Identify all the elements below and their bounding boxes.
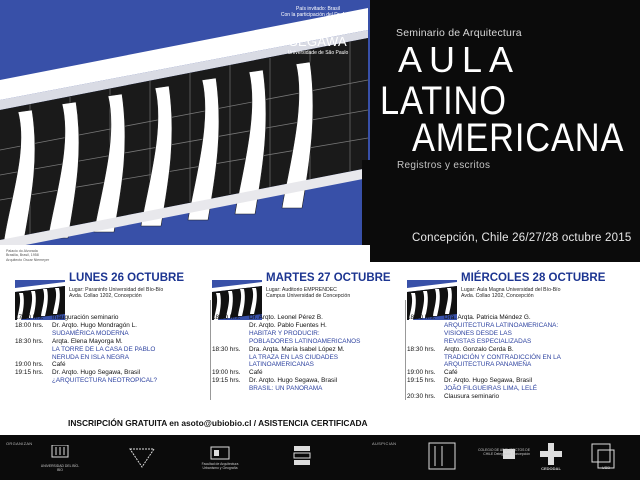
guest-name: HUGO SEGAWA [289, 19, 347, 49]
schedule-time [15, 377, 52, 385]
schedule-event: Dr. Arqto. Leonel Pérez B. [249, 314, 323, 321]
ubb-shield-logo [48, 445, 72, 463]
schedule-row [15, 314, 157, 322]
day-title: MIÉRCOLES 28 OCTUBRE [461, 272, 606, 284]
title-aula: AULA [398, 39, 521, 80]
schedule-row [407, 322, 561, 330]
talk-title: TRADICIÓN Y CONTRADICCIÓN EN LA [444, 353, 561, 361]
schedule-time [212, 354, 249, 362]
schedule-time [407, 354, 444, 362]
schedule-event: Dra. Arqta. María Isabel López M. [249, 345, 345, 353]
talk-title: JOÃO FILGUEIRAS LIMA, LELÉ [444, 385, 538, 393]
schedule-time [407, 385, 444, 393]
schedule-event: Clausura seminario [444, 393, 500, 401]
schedule-time: 17:30 hrs. [15, 314, 44, 321]
guest-affiliation: Universidade de São Paulo [287, 50, 349, 56]
ubb-logo-text: UNIVERSIDAD DEL BÍO-BÍO [40, 464, 80, 472]
title-americana: AMERICANA [412, 116, 625, 160]
place-line: Lugar: Auditorio EMPRENDEC [266, 287, 337, 293]
title-latino: LATINO [380, 79, 507, 123]
schedule-row [407, 330, 561, 338]
talk-title: ARQUITECTURA PANAMEÑA [444, 361, 532, 369]
schedule-time [15, 330, 52, 338]
schedule-row [15, 338, 157, 346]
schedule-row [15, 369, 157, 377]
schedule-event: Dra. Arqta. Patricia Méndez G. [444, 314, 531, 321]
schedule-row [407, 369, 561, 377]
schedule-event: Arqta. Elena Mayorga M. [52, 337, 123, 345]
schedule-row [212, 314, 360, 322]
schedule-time: 20:30 hrs. [407, 393, 436, 401]
talk-title: NERUDA EN ISLA NEGRA [52, 353, 130, 361]
schedule-time: 19:00 hrs. [15, 361, 44, 369]
schedule-event: Inauguración seminario [52, 314, 119, 321]
schedule-row [212, 377, 360, 385]
schedule-time: 18:30 hrs. [212, 345, 241, 353]
schedule-list [212, 314, 360, 393]
schedule-row [15, 346, 157, 354]
place-line: Avda. Collao 1202, Concepción [69, 293, 142, 300]
faculty-logo [210, 446, 230, 460]
schedule-time [407, 338, 444, 346]
schedule-time: 18:00 hrs. [407, 314, 436, 321]
day-title: MARTES 27 OCTUBRE [266, 272, 391, 284]
place-line: Avda. Collao 1202, Concepción [461, 293, 534, 300]
squares-logo [292, 444, 312, 466]
schedule-time: 19:15 hrs. [212, 377, 241, 385]
schedule-row [407, 385, 561, 393]
schedule-event: Dr. Arqto. Hugo Mondragón L. [52, 321, 137, 329]
schedule-time [212, 322, 249, 330]
schedule-event: Café [52, 361, 66, 369]
schedule-row [407, 393, 561, 401]
schedule-row [212, 346, 360, 354]
schedule-row [15, 330, 157, 338]
schedule-time: 18:00 hrs. [212, 314, 241, 321]
day-title: LUNES 26 OCTUBRE [69, 272, 185, 284]
schedule-row [407, 346, 561, 354]
schedule-time [407, 361, 444, 369]
schedule-time: 19:00 hrs. [212, 369, 241, 377]
schedule-row [212, 338, 360, 346]
schedule-time: 18:00 hrs. [15, 321, 44, 329]
seal-logo [428, 442, 456, 470]
faculty-logo-text: Facultad de Arquitectura Urbanismo y Geografía [201, 462, 239, 470]
talk-title: HABITAR Y PRODUCIR: [249, 329, 320, 337]
sponsors-label: AUSPICIAN [372, 441, 397, 446]
schedule-row [407, 361, 561, 369]
schedule-row [212, 385, 360, 393]
place-line: Lugar: Aula Magna Universidad del Bío-Bío [461, 287, 561, 293]
cedodal-text: CEDODAL [541, 466, 561, 471]
day-place [266, 287, 350, 300]
talk-title: LA TRAZA EN LAS CIUDADES [249, 353, 339, 361]
triangle-logo [128, 447, 156, 469]
schedule-list [15, 314, 157, 385]
guest-participation: Con la participación del Dr. Arqto. [280, 12, 356, 18]
talk-title: BRASIL: UN PANORAMA [249, 385, 323, 393]
guest-country: País invitado: Brasil [296, 6, 340, 12]
schedule-time [15, 346, 52, 354]
talk-title: ¿ARQUITECTURA NEOTROPICAL? [52, 377, 158, 385]
schedule-event: Arqto. Gonzalo Cerda B. [444, 345, 514, 353]
schedule-time [212, 385, 249, 393]
schedule-row [15, 377, 157, 385]
organizers-label: ORGANIZAN [6, 441, 33, 446]
column-divider [405, 300, 406, 400]
schedule-event: Dr. Arqto. Hugo Segawa, Brasil [444, 377, 533, 385]
schedule-row [212, 354, 360, 362]
caption-line: Palacio do Alvorada [6, 249, 38, 253]
schedule-row [212, 330, 360, 338]
talk-title: LA TORRE DE LA CASA DE PABLO [52, 345, 156, 353]
caption-line: Arquitecto Oscar Niemeyer [6, 257, 50, 262]
place-date: Concepción, Chile 26/27/28 octubre 2015 [412, 232, 632, 244]
day-place [461, 287, 561, 300]
schedule-row [15, 322, 157, 330]
registration-info: INSCRIPCIÓN GRATUITA en asoto@ubiobio.cl / ASISTENCIA CERTIFICADA [68, 418, 368, 428]
schedule-row [15, 361, 157, 369]
schedule-event: Café [249, 369, 263, 377]
day-place [69, 287, 163, 300]
place-line: Campus Universidad de Concepción [266, 293, 351, 300]
schedule-list [407, 314, 561, 401]
schedule-time: 19:00 hrs. [407, 369, 436, 377]
schedule-time: 19:15 hrs. [15, 369, 44, 377]
cedodal-cross-logo [540, 443, 562, 465]
ubb-text: UBB [601, 465, 611, 470]
talk-title: SUDAMÉRICA MODERNA [52, 329, 129, 337]
schedule-row [407, 377, 561, 385]
talk-title: POBLADORES LATINOAMERICANOS [249, 337, 361, 345]
schedule-time [407, 322, 444, 330]
schedule-row [212, 361, 360, 369]
talk-title: LATINOAMERICANAS [249, 361, 314, 369]
schedule-event: Café [444, 369, 458, 377]
schedule-row [407, 338, 561, 346]
schedule-time [212, 338, 249, 346]
seminar-label: Seminario de Arquitectura [396, 27, 522, 39]
talk-title: VISIONES DESDE LAS [444, 329, 512, 337]
schedule-event: Dr. Arqto. Hugo Segawa, Brasil [249, 377, 338, 385]
schedule-row [212, 322, 360, 330]
guest-info [268, 6, 368, 56]
schedule-time: 18:30 hrs. [407, 345, 436, 353]
schedule-event: Dr. Arqto. Pablo Fuentes H. [249, 321, 327, 329]
subtitle: Registros y escritos [397, 160, 491, 171]
schedule-time: 19:15 hrs. [407, 377, 436, 385]
colegio-logo-text: COLEGIO DE ARQUITECTOS DE CHILE Delegación Concepción [478, 448, 530, 456]
schedule-row [407, 314, 561, 322]
schedule-time [212, 330, 249, 338]
schedule-row [15, 354, 157, 362]
schedule-time [15, 354, 52, 362]
caption-line: Brasilia, Brasil, 1958 [6, 253, 39, 258]
place-line: Lugar: Paraninfo Universidad del Bío-Bío [69, 287, 164, 293]
schedule-event: Dr. Arqto. Hugo Segawa, Brasil [52, 369, 141, 377]
photo-caption [6, 249, 76, 262]
talk-title: REVISTAS ESPECIALIZADAS [444, 337, 532, 345]
column-divider [210, 300, 211, 400]
schedule-time [212, 361, 249, 369]
talk-title: ARQUITECTURA LATINOAMERICANA: [444, 321, 559, 329]
schedule-time: 18:30 hrs. [15, 337, 44, 345]
schedule-row [212, 369, 360, 377]
schedule-time [407, 330, 444, 338]
